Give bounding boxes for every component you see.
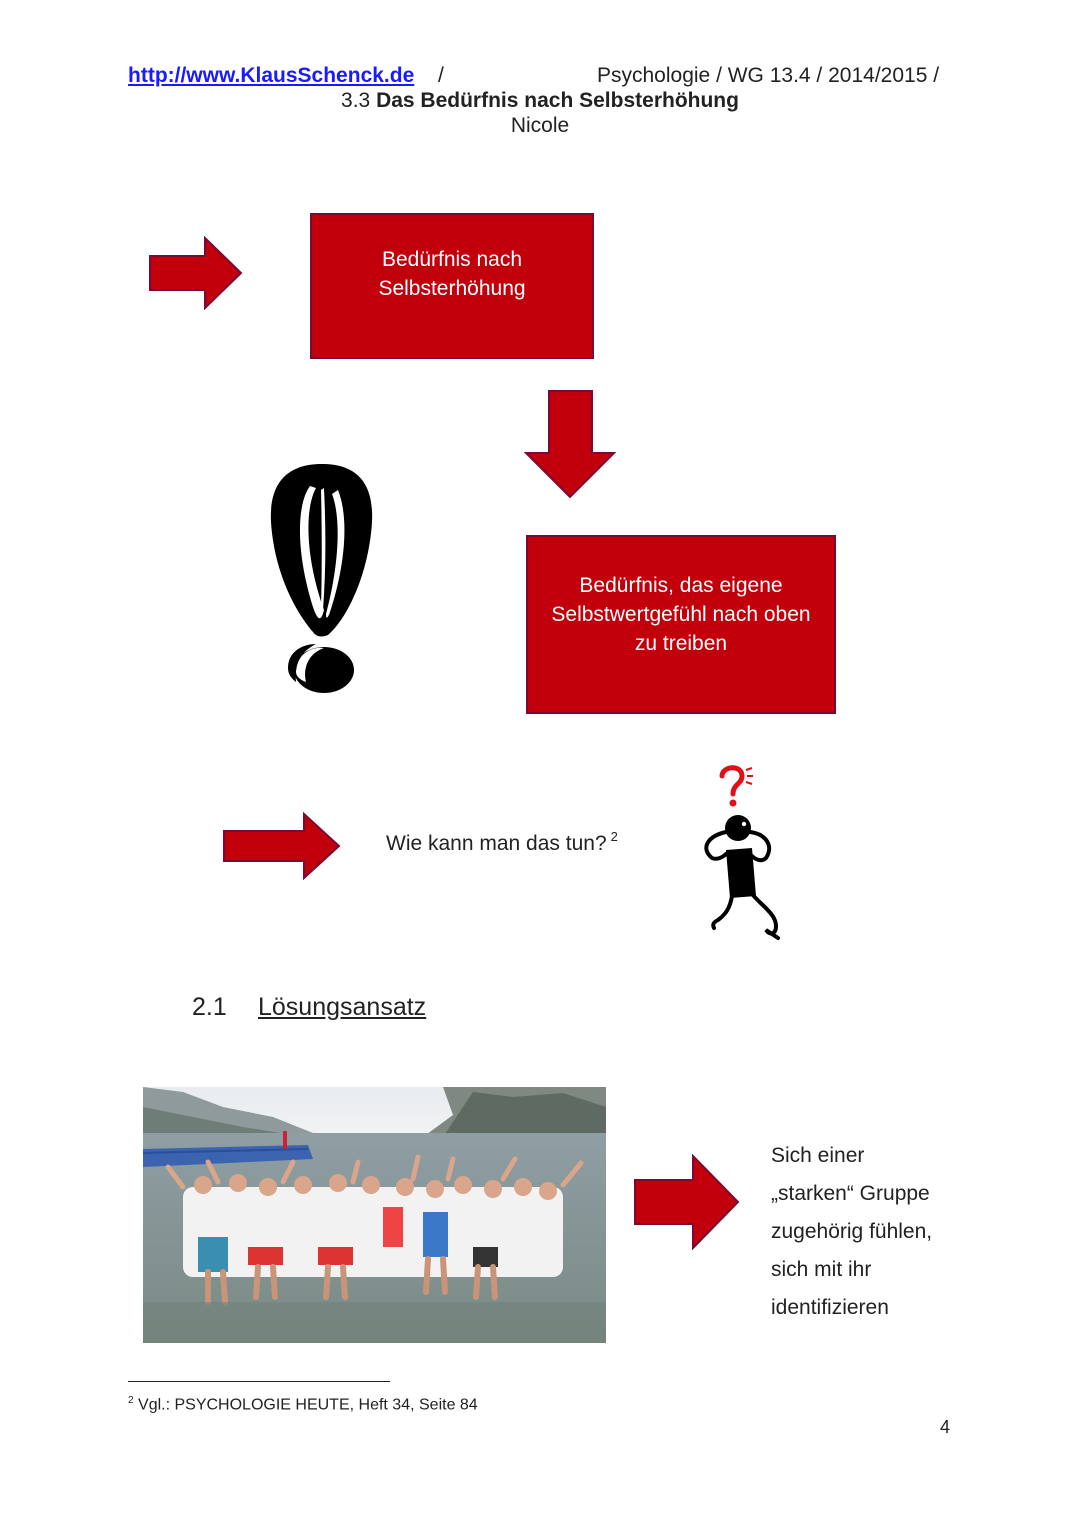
- exclamation-mark-icon: [266, 460, 378, 700]
- question-text: [386, 829, 618, 856]
- group-photo: [143, 1087, 606, 1343]
- solution-line: Sich einer: [771, 1144, 865, 1167]
- box2-line: Selbstwertgefühl nach oben: [551, 603, 811, 626]
- solution-line: identifizieren: [771, 1296, 889, 1319]
- box1-line: Selbsterhöhung: [378, 277, 526, 300]
- arrow-right-icon: [222, 812, 342, 880]
- arrow-down-icon: [523, 389, 617, 500]
- title-text: Das Bedürfnis nach Selbsterhöhung: [376, 89, 739, 112]
- section-title: Lösungsansatz: [258, 993, 427, 1021]
- footnote-reference: 2: [610, 829, 618, 844]
- need-box-self-worth: [526, 535, 836, 714]
- solution-line: sich mit ihr: [771, 1258, 872, 1281]
- footnote: [128, 1395, 478, 1414]
- box2-line: Bedürfnis, das eigene: [579, 574, 783, 597]
- box1-line: Bedürfnis nach: [381, 248, 523, 271]
- header-course-info: Psychologie / WG 13.4 / 2014/2015 /: [597, 64, 940, 87]
- arrow-right-icon: [633, 1154, 741, 1250]
- need-box-self-enhancement: [310, 213, 594, 359]
- footnote-text: Vgl.: PSYCHOLOGIE HEUTE, Heft 34, Seite 84: [138, 1396, 478, 1414]
- header-separator: /: [438, 64, 444, 87]
- footnote-divider: [128, 1381, 390, 1382]
- arrow-right-icon: [148, 236, 244, 310]
- header-link[interactable]: http://www.KlausSchenck.de: [128, 64, 415, 87]
- solution-text: [771, 1137, 932, 1327]
- title-number: 3.3: [341, 89, 371, 112]
- solution-line: „starken“ Gruppe: [771, 1182, 930, 1205]
- box2-line: zu treiben: [634, 632, 728, 655]
- page-title: [0, 89, 1080, 113]
- page-number: 4: [940, 1417, 951, 1437]
- confused-figure-icon: [700, 762, 790, 944]
- footnote-marker: 2: [128, 1395, 134, 1406]
- question-label: Wie kann man das tun?: [386, 832, 607, 855]
- section-number: 2.1: [192, 993, 227, 1021]
- solution-line: zugehörig fühlen,: [771, 1220, 933, 1243]
- author-name: Nicole: [510, 114, 570, 137]
